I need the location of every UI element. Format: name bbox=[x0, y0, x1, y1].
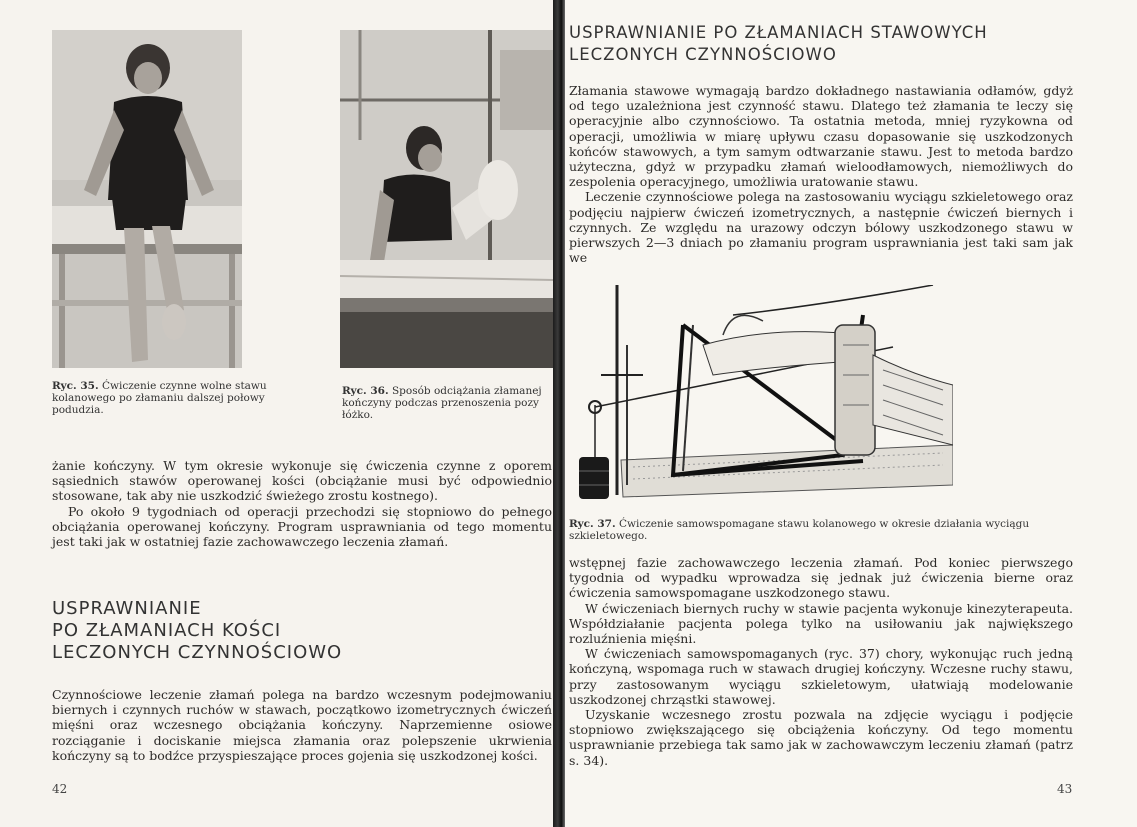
left-section-text bbox=[52, 687, 552, 763]
left-section-heading bbox=[52, 598, 342, 664]
heading-line: LECZONYCH CZYNNOŚCIOWO bbox=[569, 45, 837, 64]
heading-line: USPRAWNIANIE PO ZŁAMANIACH STAWOWYCH bbox=[569, 23, 988, 42]
figure-36-number: Ryc. 36. bbox=[342, 385, 389, 397]
heading-line: USPRAWNIANIE bbox=[52, 598, 202, 619]
figure-37-caption bbox=[569, 518, 1069, 542]
heading-line: PO ZŁAMANIACH KOŚCI bbox=[52, 620, 282, 641]
paragraph: Uzyskanie wczesnego zrostu pozwala na zdjęcie wyciągu i podjęcie stopniowo zwiększającego się obciążenia kończyny. Od tego momentu usprawnianie przebiega tak samo jak w zachowawczym leczeniu złamań (patrz s. 34). bbox=[569, 707, 1073, 768]
figure-36-text: Sposób odciążania złamanej kończyny podczas przenoszenia pozy łóżko. bbox=[342, 385, 542, 421]
paragraph: Złamania stawowe wymagają bardzo dokładnego nastawiania odłamów, gdyż od tego uzależniona jest czynność stawu. Dlatego też złamania te leczy się operacyjnie albo czynnościowo. Ta ostatnia metoda, mniej ryzykowna od operacji, umożliwia w miarę upływu czasu dopasowanie się uszkodzonych końców stawowych, a tym samym odtwarzanie stawu. Jest to metoda bardzo użyteczna, gdyż w przypadku złamań wieloodłamowych, niemożliwych do zespolenia operacyjnego, umożliwia uratowanie stawu. bbox=[569, 83, 1073, 190]
figure-37-illustration bbox=[573, 285, 953, 510]
figure-35-text: Ćwiczenie czynne wolne stawu kolanowego po złamaniu dalszej połowy podudzia. bbox=[52, 380, 267, 416]
figure-35-number: Ryc. 35. bbox=[52, 380, 99, 392]
left-body-text bbox=[52, 458, 552, 549]
traction-bed-illustration bbox=[340, 30, 553, 368]
figure-37-number: Ryc. 37. bbox=[569, 518, 616, 530]
paragraph: Po około 9 tygodniach od operacji przechodzi się stopniowo do pełnego obciążania operowanej kończyny. Program usprawniania od tego momentu jest taki jak w ostatniej fazie zachowawczego leczenia złamań. bbox=[52, 503, 552, 550]
seated-woman-illustration bbox=[52, 30, 242, 368]
paragraph: W ćwiczeniach biernych ruchy w stawie pacjenta wykonuje kinezyterapeuta. Współdziałanie pacjenta polega tylko na usiłowaniu jak największego rozluźnienia mięśni. bbox=[569, 600, 1073, 647]
left-page bbox=[0, 0, 553, 827]
right-body-text-bottom bbox=[569, 555, 1073, 768]
heading-line: LECZONYCH CZYNNOŚCIOWO bbox=[52, 642, 343, 663]
figure-36-caption bbox=[342, 385, 552, 421]
page-number-left: 42 bbox=[52, 782, 68, 796]
paragraph: żanie kończyny. W tym okresie wykonuje się ćwiczenia czynne z oporem sąsiednich stawów operowanej kości (obciążanie musi być odpowiednio stosowane, tak aby nie uszkodzić świeżego zrostu kostnego). bbox=[52, 458, 552, 504]
right-section-heading bbox=[569, 22, 988, 66]
book-spine bbox=[553, 0, 565, 827]
paragraph: Leczenie czynnościowe polega na zastosowaniu wyciągu szkieletowego oraz podjęciu najpierw ćwiczeń izometrycznych, a następnie ćwiczeń biernych i czynnych. Ze względu na urazowy odczyn bólowy uszkodzonego stawu w pierwszych 2—3 dniach po złamaniu program usprawniania jest taki sam jak we bbox=[569, 189, 1073, 266]
figure-36-photo bbox=[340, 30, 553, 368]
paragraph: W ćwiczeniach samowspomaganych (ryc. 37) chory, wykonując ruch jedną kończyną, wspomaga ruch w stawach drugiej kończyny. Wczesne ruchy stawu, przy zastosowanym wyciągu szkieletowym, ułatwiają modelowanie uszkodzonej chrząstki stawowej. bbox=[569, 646, 1073, 707]
figure-35-photo bbox=[52, 30, 242, 368]
paragraph: Czynnościowe leczenie złamań polega na bardzo wczesnym podejmowaniu biernych i czynnych ruchów w stawach, początkowo izometrycznych ćwiczeń mięśni oraz wczesnego obciążania kończyny. Naprzemienne osiowe rozciąganie i dociskanie miejsca złamania oraz polepszenie ukrwienia kończyny są to bodźce przyspieszające proces gojenia się uszkodzonej kości. bbox=[52, 687, 552, 763]
right-body-text-top bbox=[569, 83, 1073, 265]
figure-37-text: Ćwiczenie samowspomagane stawu kolanowego w okresie działania wyciągu szkieletowego. bbox=[569, 518, 1030, 542]
paragraph: wstępnej fazie zachowawczego leczenia złamań. Pod koniec pierwszego tygodnia od wypadku wprowadza się jednak już ćwiczenia bierne oraz ćwiczenia samowspomagane uszkodzonego stawu. bbox=[569, 555, 1073, 601]
page-number-right: 43 bbox=[1057, 782, 1073, 796]
right-page bbox=[565, 0, 1137, 827]
figure-35-caption bbox=[52, 380, 277, 416]
